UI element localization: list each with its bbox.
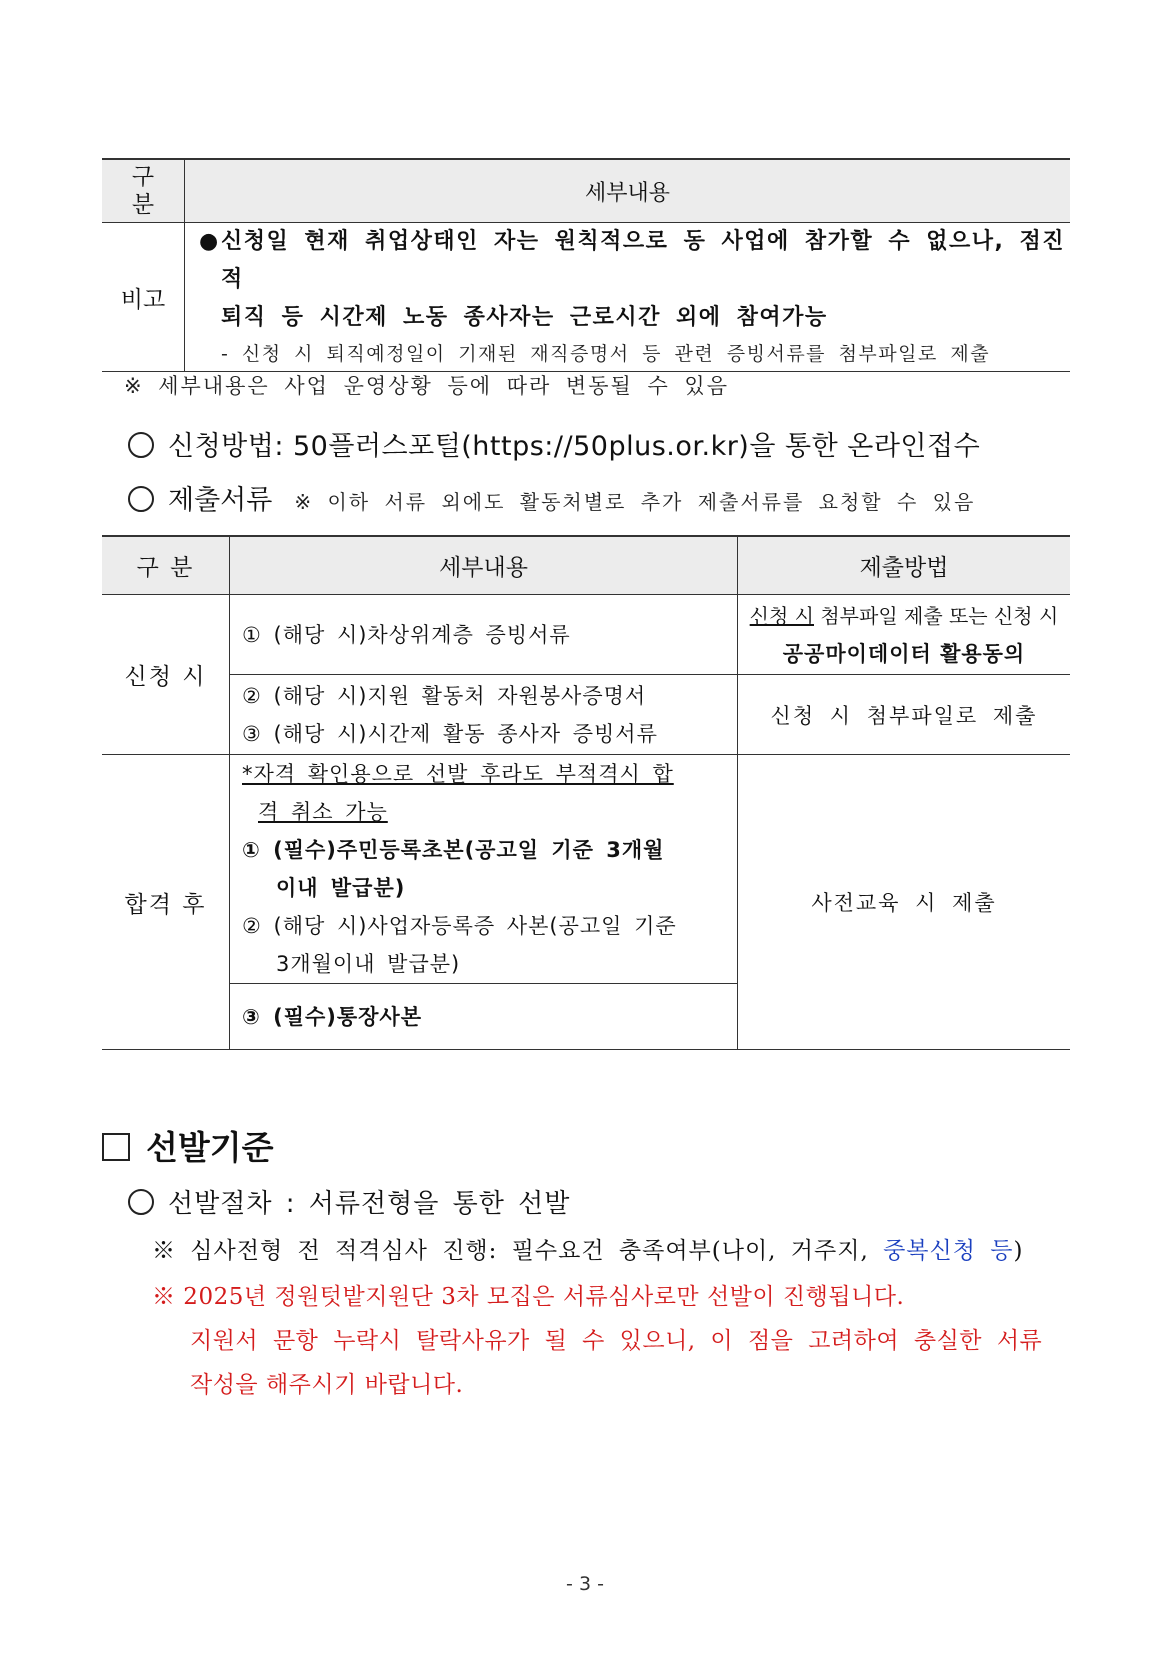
apply-item-1-method [738,595,1071,675]
header-gubun-line2: 분 [131,192,155,218]
application-method [128,424,980,463]
remarks-sub-line: - 신청 시 퇴직예정일이 기재된 재직증명서 등 관련 증빙서류를 첨부파일로 제출 [221,343,991,365]
selection-warning [152,1275,1082,1407]
change-notice: ※ 세부내용은 사업 운영상황 등에 따라 변동될 수 있음 [124,374,730,398]
documents-table [102,535,1070,1050]
apply-method-line2: 공공마이데이터 활용동의 [782,641,1026,666]
header-details: 세부내용 [185,159,1071,223]
required-documents-label: 제출서류 [168,485,273,516]
remarks-table-header [102,159,1070,223]
circle-bullet-icon [128,486,154,512]
pass-note [242,755,737,831]
remarks-bullet [199,223,1070,337]
pass-note-line1: *자격 확인용으로 선발 후라도 부적격시 합 [242,762,674,786]
row-label-pass: 합격 후 [102,755,230,1050]
pass-note-line2-wrap [242,793,737,831]
apply-items-23-cell [230,675,738,755]
table-row [102,595,1070,675]
pass-item-3: ③ (필수)통장사본 [242,1004,423,1029]
documents-table-header [102,536,1070,595]
apply-items-23-method: 신청 시 첨부파일로 제출 [738,675,1071,755]
pass-item-2-line1: ② (해당 시)사업자등록증 사본(공고일 기준 [242,914,677,938]
pass-method: 사전교육 시 제출 [738,755,1071,1050]
screening-suffix: ) [1013,1238,1024,1264]
apply-item-3: ③ (해당 시)시간제 활동 종사자 증빙서류 [242,721,658,746]
screening-prefix: ※ 심사전형 전 적격심사 진행: 필수요건 충족여부(나이, 거주지, [152,1238,884,1264]
remarks-line-2: 퇴직 등 시간제 노동 종사자는 근로시간 외에 참여가능 [221,305,828,330]
screening-highlight: 중복신청 등 [883,1238,1014,1264]
section-title-text: 선발기준 [146,1128,274,1167]
table-row [102,755,1070,984]
remarks-line-1: 신청일 현재 취업상태인 자는 원칙적으로 동 사업에 참가할 수 없으나, 점진적 [221,229,1066,292]
remarks-row [102,223,1070,372]
apply-method-underlined: 신청 시 [749,603,814,628]
header-category: 구 분 [102,536,230,595]
circle-bullet-icon [128,432,154,458]
apply-method-rest: 첨부파일 제출 또는 신청 시 [814,603,1059,628]
selection-procedure [128,1183,570,1220]
apply-item-2: ② (해당 시)지원 활동처 자원봉사증명서 [242,683,647,708]
required-documents-note: ※ 이하 서류 외에도 활동처별로 추가 제출서류를 요청할 수 있음 [294,490,976,514]
selection-procedure-text: 선발절차 : 서류전형을 통한 선발 [168,1189,571,1219]
pass-item-2-line2: 3개월이내 발급분) [276,952,461,976]
pass-item-2 [242,907,737,983]
circle-bullet-icon [128,1189,154,1215]
pass-item-1-line2: 이내 발급분) [276,876,406,900]
pass-item-1-line1: ① (필수)주민등록초본(공고일 기준 3개월 [242,838,665,862]
apply-item-1: ① (해당 시)차상위계층 증빙서류 [242,622,571,647]
warning-line-2: 지원서 문항 누락시 탈락사유가 될 수 있으니, 이 점을 고려하여 충실한 서류 [190,1328,1043,1354]
pass-items-cell [230,755,738,984]
remarks-content [185,223,1071,372]
row-label-apply: 신청 시 [102,595,230,755]
warning-line-3: 작성을 해주시기 바랍니다. [190,1372,464,1398]
header-gubun-line1: 구 [131,164,155,190]
bullet-icon: ● [199,229,220,254]
header-submission: 제출방법 [738,536,1071,595]
header-gubun [102,159,185,223]
apply-method-line1 [738,597,1070,635]
page-number: - 3 - [566,1573,604,1595]
header-details: 세부내용 [230,536,738,595]
section-title [102,1122,274,1169]
application-method-text: 신청방법: 50플러스포털(https://50plus.or.kr)을 통한 온라인접수 [168,431,981,462]
remarks-table [102,158,1070,372]
apply-item-1-cell [230,595,738,675]
screening-note [152,1232,1023,1265]
table-row [102,675,1070,755]
required-documents [128,478,975,517]
pass-note-line2: 격 취소 가능 [258,800,388,824]
checkbox-square-icon [102,1133,130,1161]
pass-item-1 [242,831,737,907]
row-label-remarks: 비고 [102,223,185,372]
pass-item-3-cell [230,984,738,1050]
warning-line-1: ※ 2025년 정원텃밭지원단 3차 모집은 서류심사로만 선발이 진행됩니다. [152,1284,905,1310]
